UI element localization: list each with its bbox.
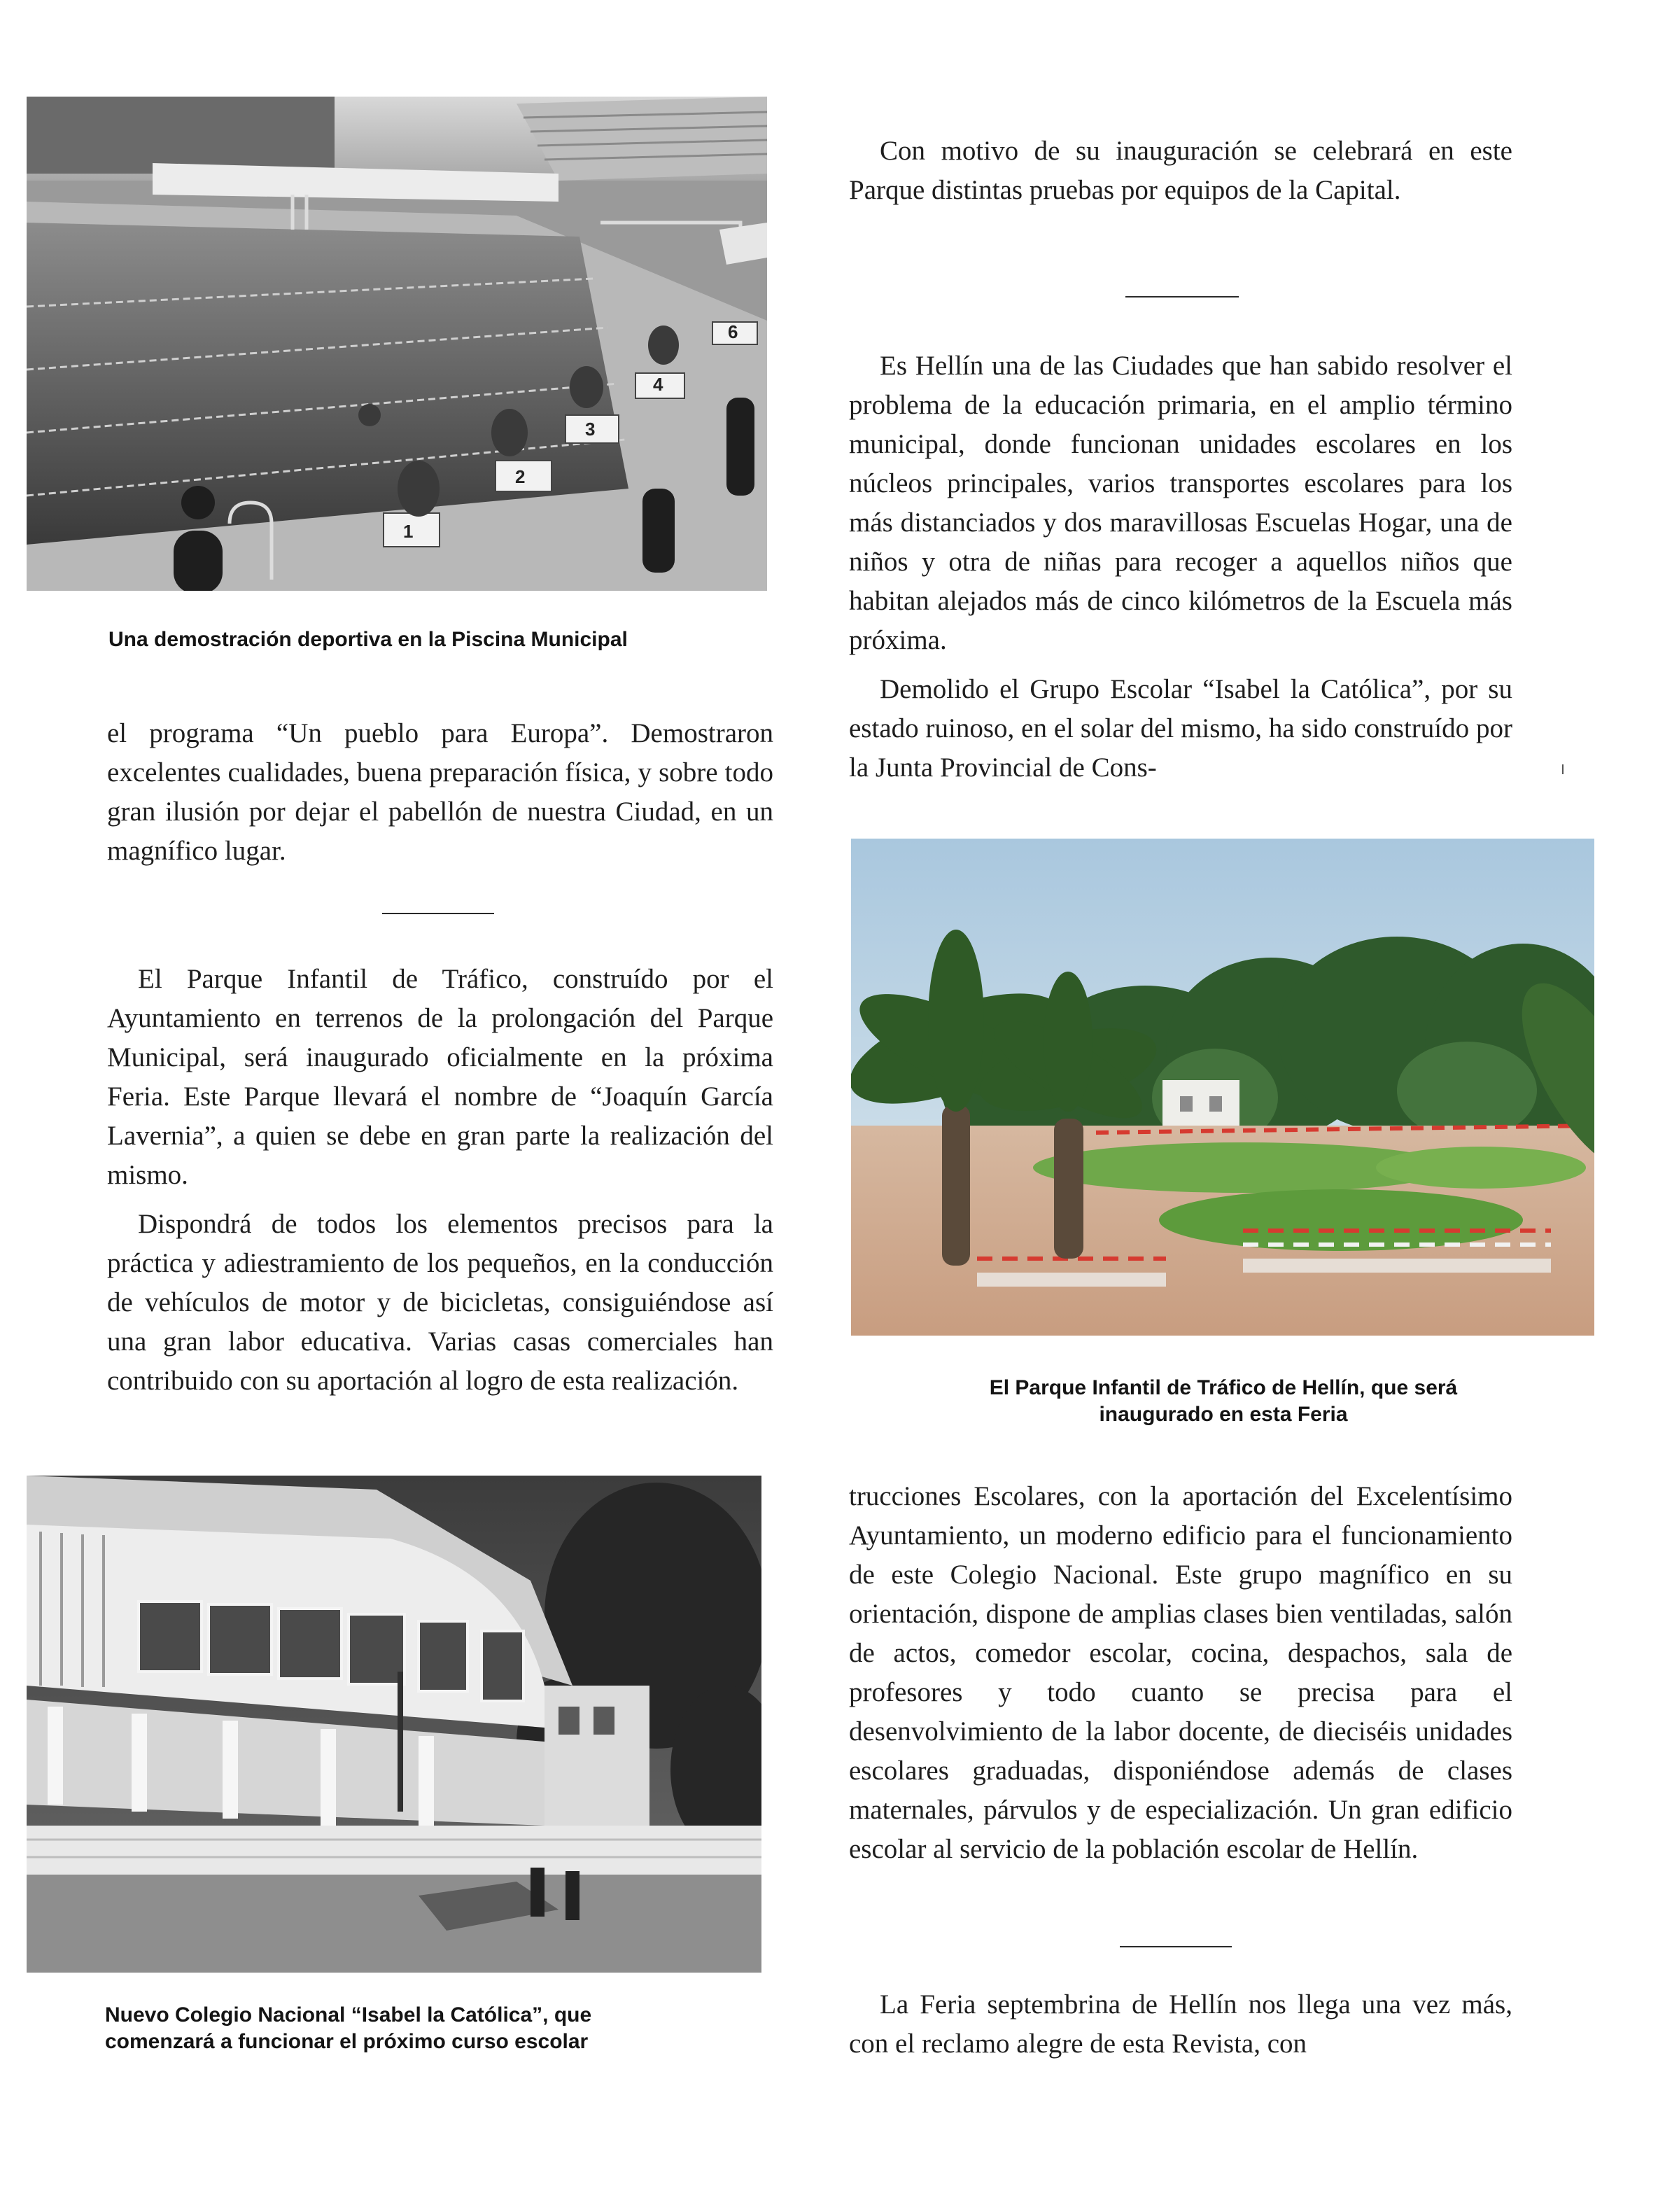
park-photo (851, 839, 1594, 1336)
left-column-upper (107, 714, 773, 871)
lane-number-6: 6 (728, 321, 738, 342)
left-paragraph-3: Dispondrá de todos los elementos precisos para la práctica y adiestramiento de los pequeños, en la conducción de vehículos de motor y de bicicletas, consiguiéndose así una gran labor educativa. Varias casas comerciales han contribuido con su aportación al logro de esta realización. (107, 1209, 773, 1396)
lane-number-3: 3 (585, 419, 596, 440)
right-column-lower (849, 1477, 1512, 1869)
left-paragraph-1: el programa “Un pueblo para Europa”. Demostraron excelentes cualidades, buena preparación física, y sobre todo gran ilusión por dejar el pabellón de nuestra Ciudad, en un magnífico lugar. (107, 718, 773, 866)
school-caption-line-1: Nuevo Colegio Nacional “Isabel la Católica”, que (105, 2003, 592, 2026)
right-paragraph-1: Con motivo de su inauguración se celebrará en este Parque distintas pruebas por equipos de la Capital. (849, 136, 1512, 205)
right-paragraph-5: La Feria septembrina de Hellín nos llega una vez más, con el reclamo alegre de esta Revista, con (849, 1989, 1512, 2059)
lane-number-2: 2 (515, 466, 526, 487)
right-column-bottom (849, 1985, 1512, 2064)
school-caption-line-2: comenzará a funcionar el próximo curso escolar (105, 2030, 589, 2053)
school-photo (27, 1476, 761, 1973)
right-column-upper (849, 132, 1512, 210)
park-caption-line-2: inaugurado en esta Feria (1099, 1403, 1348, 1426)
right-column-middle (849, 346, 1512, 788)
left-column-lower (107, 960, 773, 1401)
lane-number-4: 4 (653, 374, 663, 395)
right-paragraph-4: trucciones Escolares, con la aportación del Excelentísimo Ayuntamiento, un moderno edificio para el funcionamiento de este Colegio Nacional. Este grupo magnífico en su orientación, dispone de amplias clases bien ventiladas, salón de actos, comedor escolar, cocina, despachos, sala de profesores y todo cuanto se precisa para el desenvolvimiento de la labor docente, de dieciséis unidades escolares graduadas, disponiéndose además de clases maternales, párvulos y de especialización. Un gran edificio escolar al servicio de la población escolar de Hellín. (849, 1481, 1512, 1864)
park-caption-line-1: El Parque Infantil de Tráfico de Hellín, que será (989, 1376, 1458, 1399)
park-photo-caption (922, 1375, 1524, 1428)
pool-photo-caption: Una demostración deportiva en la Piscina Municipal (108, 628, 628, 651)
left-separator-1 (382, 913, 494, 914)
right-separator-2 (1120, 1946, 1232, 1947)
right-paragraph-3: Demolido el Grupo Escolar “Isabel la Católica”, por su estado ruinoso, en el solar del mismo, ha sido construído por la Junta Provincial de Cons- (849, 674, 1512, 783)
stray-mark (1562, 764, 1564, 774)
right-separator-1 (1125, 296, 1239, 298)
right-paragraph-2: Es Hellín una de las Ciudades que han sabido resolver el problema de la educación primaria, en el amplio término municipal, donde funcionan unidades escolares en los núcleos principales, varios transportes escolares para los más distanciados y dos maravillosas Escuelas Hogar, una de niños y otra de niñas para recoger a aquellos niños que habitan alejados más de cinco kilómetros de la Escuela más próxima. (849, 351, 1512, 655)
school-photo-caption (105, 2002, 707, 2055)
left-paragraph-2: El Parque Infantil de Tráfico, construído por el Ayuntamiento en terrenos de la prolongación del Parque Municipal, será inaugurado oficialmente en la próxima Feria. Este Parque llevará el nombre de “Joaquín García Lavernia”, a quien se debe en gran parte la realización del mismo. (107, 964, 773, 1190)
pool-photo (27, 97, 767, 591)
lane-number-1: 1 (403, 521, 414, 542)
